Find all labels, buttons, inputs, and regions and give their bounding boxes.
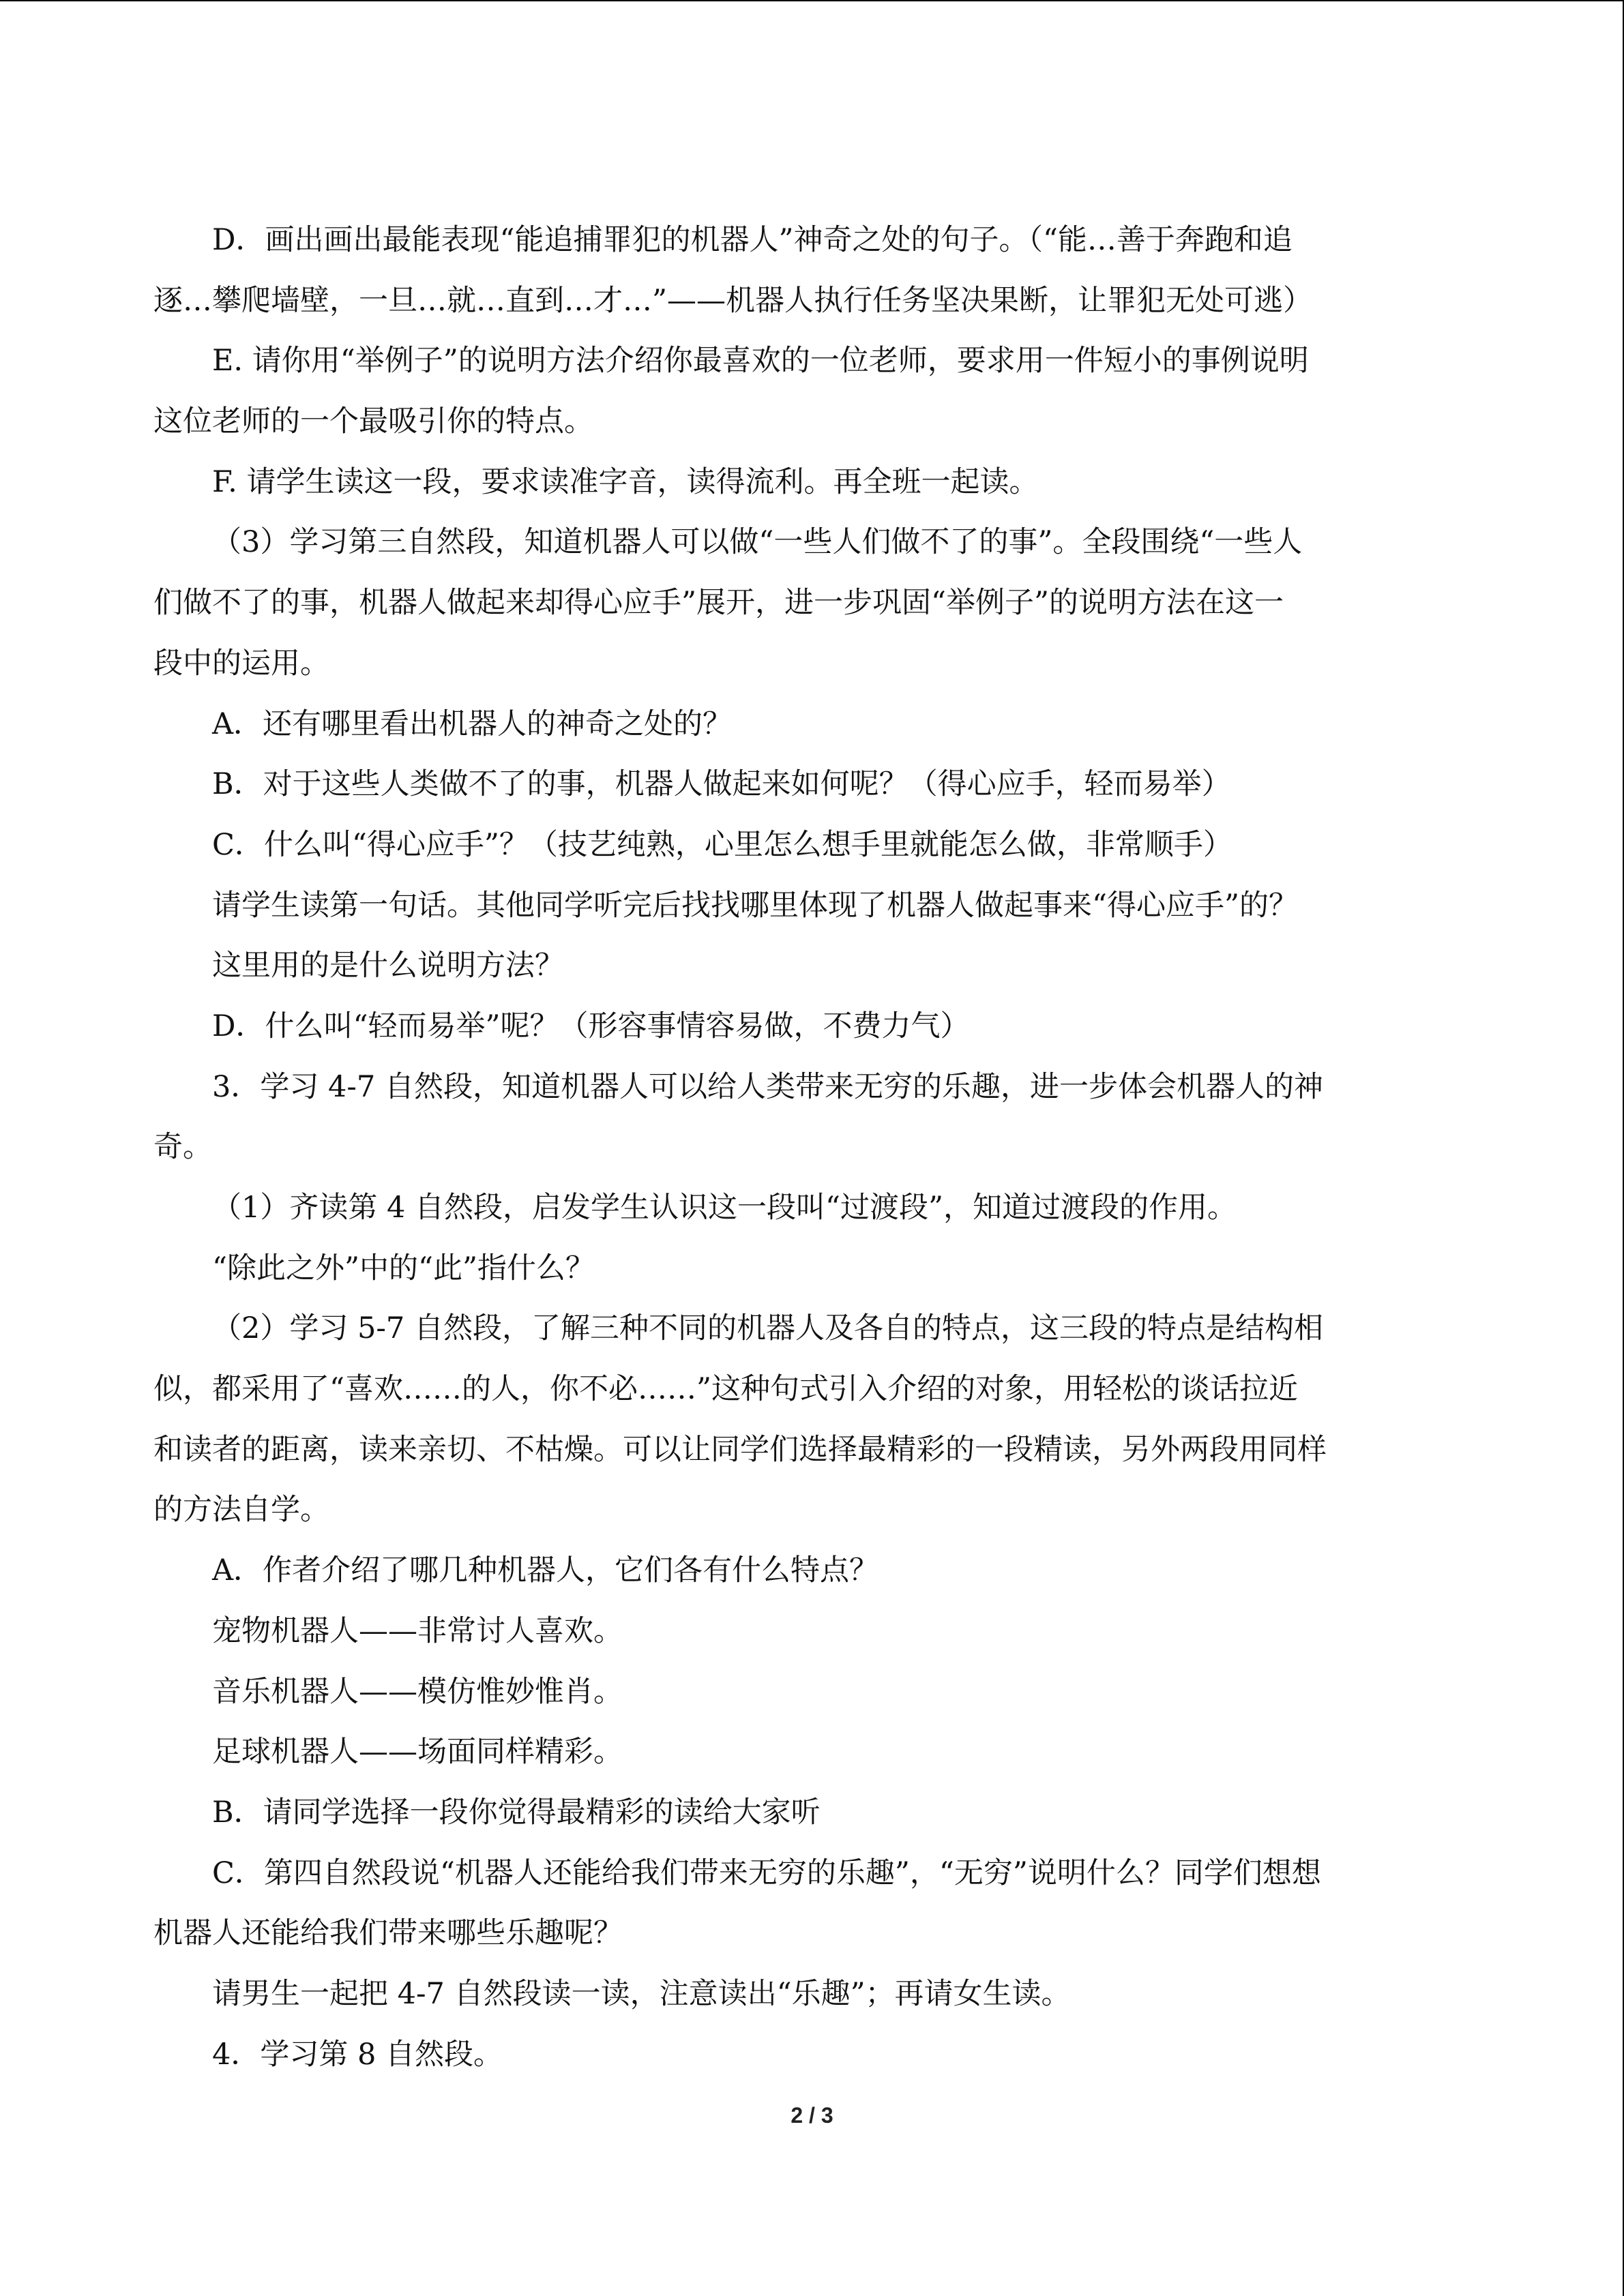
text-line: 宠物机器人——非常讨人喜欢。 xyxy=(212,1613,623,1648)
text-line: 和读者的距离，读来亲切、不枯燥。可以让同学们选择最精彩的一段精读，另外两段用同样 xyxy=(153,1432,1327,1467)
text-line: 的方法自学。 xyxy=(153,1493,329,1527)
text-line: 请学生读第一句话。其他同学听完后找找哪里体现了机器人做起事来“得心应手”的？ xyxy=(212,888,1298,923)
text-line: 们做不了的事，机器人做起来却得心应手”展开，进一步巩固“举例子”的说明方法在这一 xyxy=(153,586,1284,621)
text-line: （2）学习 5-7 自然段，了解三种不同的机器人及各自的特点，这三段的特点是结构相 xyxy=(212,1311,1323,1346)
text-line: 奇。 xyxy=(153,1130,212,1165)
text-line: A．还有哪里看出机器人的神奇之处的？ xyxy=(212,706,733,741)
text-line: 似，都采用了“喜欢……的人，你不必……”这种句式引入介绍的对象，用轻松的谈话拉近 xyxy=(153,1372,1298,1407)
text-line: （1）齐读第 4 自然段，启发学生认识这一段叫“过渡段”，知道过渡段的作用。 xyxy=(212,1191,1237,1225)
page-number: 2 / 3 xyxy=(791,2103,833,2128)
text-line: 这位老师的一个最吸引你的特点。 xyxy=(153,404,593,439)
text-line: B．对于这些人类做不了的事，机器人做起来如何呢？（得心应手，轻而易举） xyxy=(212,767,1231,802)
text-line: 4．学习第 8 自然段。 xyxy=(212,2037,503,2072)
text-line: 3．学习 4-7 自然段，知道机器人可以给人类带来无穷的乐趣，进一步体会机器人的神 xyxy=(212,1069,1323,1104)
text-line: 逐…攀爬墙壁，一旦…就…直到…才…”——机器人执行任务坚决果断，让罪犯无处可逃） xyxy=(153,283,1312,318)
text-line: 这里用的是什么说明方法？ xyxy=(212,949,564,983)
text-line: 足球机器人——场面同样精彩。 xyxy=(212,1735,623,1770)
text-line: （3）学习第三自然段，知道机器人可以做“一些人们做不了的事”。全段围绕“一些人 xyxy=(212,525,1303,560)
document-body xyxy=(153,210,1487,2085)
text-line: E. 请你用“举例子”的说明方法介绍你最喜欢的一位老师，要求用一件短小的事例说明 xyxy=(212,344,1309,378)
text-line: 音乐机器人——模仿惟妙惟肖。 xyxy=(212,1674,623,1709)
text-line: B．请同学选择一段你觉得最精彩的读给大家听 xyxy=(212,1795,821,1830)
text-line: D．什么叫“轻而易举”呢？（形容事情容易做，不费力气） xyxy=(212,1009,970,1043)
text-line: 段中的运用。 xyxy=(153,646,329,681)
text-line: C．什么叫“得心应手”？（技艺纯熟，心里怎么想手里就能怎么做，非常顺手） xyxy=(212,827,1232,862)
text-line: F. 请学生读这一段，要求读准字音，读得流利。再全班一起读。 xyxy=(212,464,1039,499)
text-line: C．第四自然段说“机器人还能给我们带来无穷的乐趣”，“无穷”说明什么？同学们想想 xyxy=(212,1855,1321,1890)
text-line: 机器人还能给我们带来哪些乐趣呢？ xyxy=(153,1916,623,1951)
text-line: D．画出画出最能表现“能追捕罪犯的机器人”神奇之处的句子。（“能…善于奔跑和追 xyxy=(212,223,1293,257)
text-line: “除此之外”中的“此”指什么？ xyxy=(212,1251,595,1285)
text-line: A．作者介绍了哪几种机器人，它们各有什么特点？ xyxy=(212,1553,879,1588)
text-line: 请男生一起把 4-7 自然段读一读，注意读出“乐趣”；再请女生读。 xyxy=(212,1976,1071,2011)
